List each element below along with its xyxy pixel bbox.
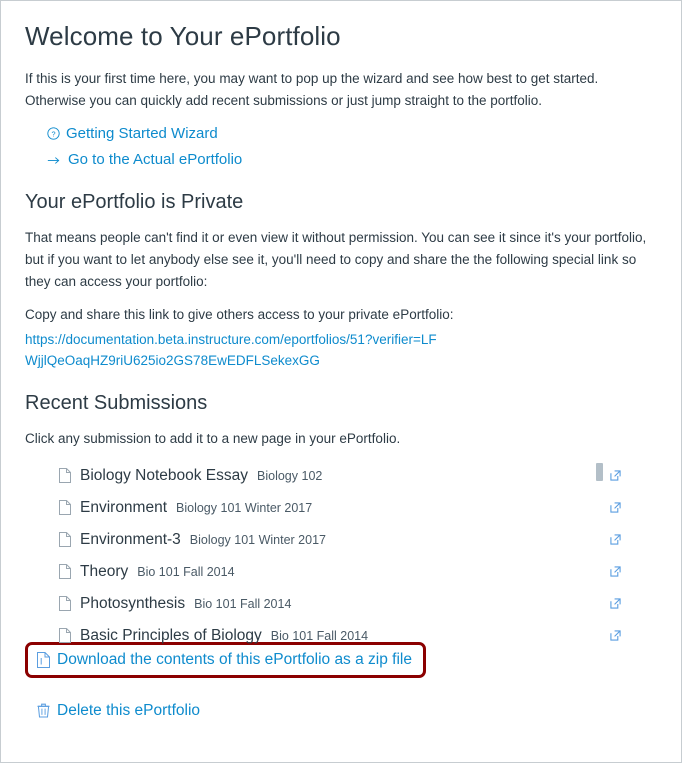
document-icon bbox=[59, 468, 71, 483]
page-title: Welcome to Your ePortfolio bbox=[25, 21, 341, 51]
external-link-icon[interactable] bbox=[610, 502, 621, 513]
quick-link-go-to-eportfolio[interactable] bbox=[47, 150, 659, 170]
quick-link-label[interactable]: Getting Started Wizard bbox=[66, 124, 218, 142]
delete-eportfolio-row[interactable] bbox=[37, 702, 659, 720]
quick-link-label[interactable]: Go to the Actual ePortfolio bbox=[68, 151, 243, 169]
submission-title: Photosynthesis bbox=[80, 594, 186, 612]
share-prompt: Copy and share this link to give others access to your private ePortfolio: bbox=[25, 307, 454, 323]
submission-title: Basic Principles of Biology bbox=[80, 626, 262, 644]
trash-icon bbox=[37, 703, 50, 718]
document-icon bbox=[59, 628, 71, 643]
recent-submissions-heading: Recent Submissions bbox=[25, 391, 208, 414]
submission-row[interactable] bbox=[1, 524, 681, 556]
intro-paragraph: If this is your first time here, you may want to pop up the wizard and see how best to get started. Otherwise you can quickly add recent submissions or just jump straight to the portfolio. bbox=[25, 71, 599, 109]
external-link-icon[interactable] bbox=[610, 598, 621, 609]
document-icon bbox=[59, 564, 71, 579]
svg-text:?: ? bbox=[51, 129, 56, 139]
submission-row[interactable] bbox=[1, 460, 681, 492]
share-url-link[interactable]: https://documentation.beta.instructure.com/eportfolios/51?verifier=LFWjjlQeOaqHZ9riU625io2GS78EwEDFLSekexGG bbox=[25, 332, 437, 368]
submission-course: Bio 101 Fall 2014 bbox=[194, 596, 292, 611]
submission-row[interactable] bbox=[1, 620, 681, 652]
document-icon bbox=[59, 596, 71, 611]
download-zip-link[interactable]: Download the contents of this ePortfolio as a zip file bbox=[57, 650, 412, 668]
submission-row[interactable] bbox=[1, 588, 681, 620]
submission-course: Biology 101 Winter 2017 bbox=[176, 500, 313, 515]
privacy-heading: Your ePortfolio is Private bbox=[25, 190, 244, 213]
quick-links-list bbox=[25, 124, 659, 170]
submission-title: Biology Notebook Essay bbox=[80, 466, 249, 484]
submission-course: Bio 101 Fall 2014 bbox=[270, 628, 369, 643]
submission-row[interactable] bbox=[1, 556, 681, 588]
recent-submissions-instruction: Click any submission to add it to a new page in your ePortfolio. bbox=[25, 430, 401, 446]
submissions-scroll-region[interactable] bbox=[1, 460, 681, 644]
delete-eportfolio-link[interactable]: Delete this ePortfolio bbox=[57, 701, 201, 719]
external-link-icon[interactable] bbox=[610, 566, 621, 577]
submission-course: Bio 101 Fall 2014 bbox=[137, 564, 235, 579]
question-circle-icon bbox=[47, 127, 60, 140]
document-icon bbox=[59, 500, 71, 515]
main-content bbox=[1, 1, 681, 450]
quick-link-getting-started-wizard[interactable] bbox=[47, 124, 659, 144]
external-link-icon[interactable] bbox=[610, 534, 621, 545]
submission-course: Biology 101 Winter 2017 bbox=[189, 532, 326, 547]
document-icon bbox=[59, 532, 71, 547]
submission-row[interactable] bbox=[1, 492, 681, 524]
submission-title: Environment bbox=[80, 498, 168, 516]
external-link-icon[interactable] bbox=[610, 630, 621, 641]
external-link-icon[interactable] bbox=[610, 470, 621, 481]
submission-title: Theory bbox=[80, 562, 129, 580]
scrollbar-thumb[interactable] bbox=[596, 463, 603, 481]
submission-course: Biology 102 bbox=[257, 468, 323, 483]
download-document-icon bbox=[37, 652, 50, 668]
privacy-description: That means people can't find it or even view it without permission. You can see it since it's your portfolio, but if you want to let anybody else see it, you'll need to copy and share the the following special link so they can access your portfolio: bbox=[25, 229, 647, 289]
arrow-right-icon bbox=[47, 154, 62, 167]
submission-title: Environment-3 bbox=[80, 530, 181, 548]
